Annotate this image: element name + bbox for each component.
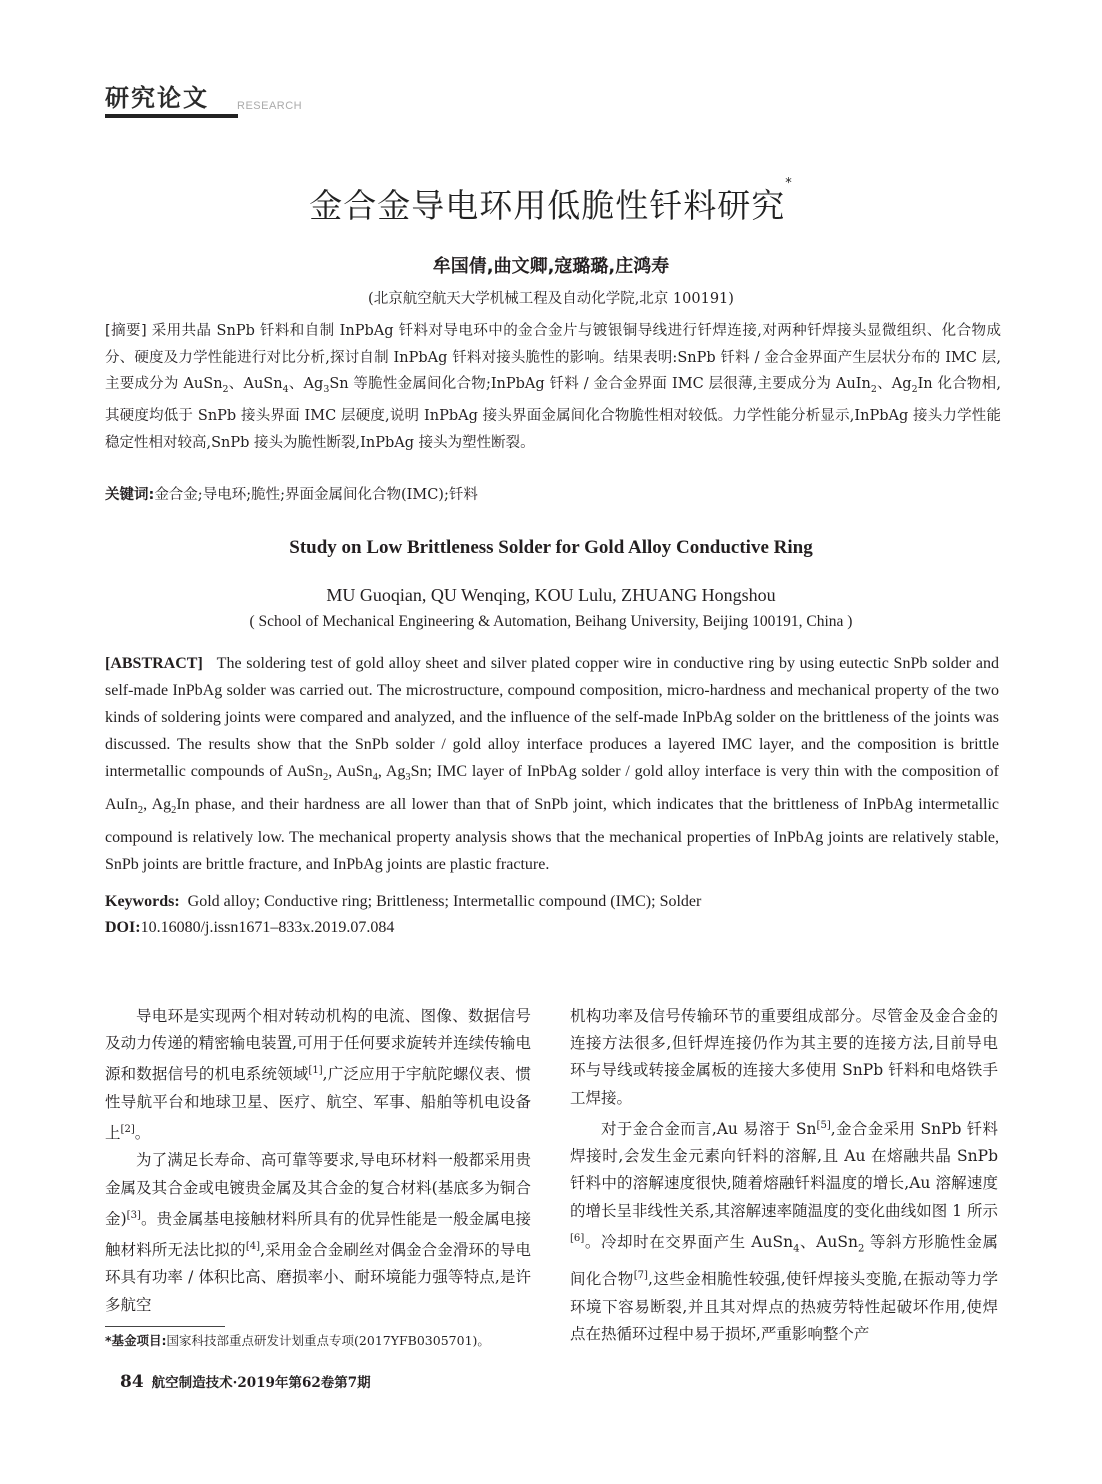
paper-title-en: Study on Low Brittleness Solder for Gold Alloy Conductive Ring bbox=[289, 537, 813, 558]
subscript: 2 bbox=[911, 383, 918, 395]
subscript: 2 bbox=[171, 805, 177, 817]
subscript: 3 bbox=[323, 383, 330, 395]
page-number: 84 bbox=[120, 1372, 144, 1392]
subscript: 2 bbox=[323, 772, 329, 784]
body-text: ,金合金采用 SnPb 钎料焊接时,会发生金元素向钎料的溶解,且 Au 在熔融共晶 SnPb 钎料中的溶解速度很快,随着熔融钎料温度的增长,Au 溶解速度的增长呈非线性关系,其溶解速率随温度的变化曲线如图 1 所示 bbox=[570, 1119, 999, 1220]
body-paragraph bbox=[105, 1147, 531, 1319]
doi-label: DOI: bbox=[105, 919, 141, 936]
abstract-en-text: , Ag bbox=[377, 763, 406, 780]
body-text: 。冷却时在交界面产生 AuSn bbox=[584, 1232, 794, 1251]
abstract-en bbox=[105, 650, 1003, 878]
body-text: ,这些金相脆性较强,使钎焊接头变脆,在振动等力学环境下容易断裂,并且其对焊点的热疲劳特性起破坏作用,使焊点在热循环过程中易于损坏,严重影响整个产 bbox=[570, 1270, 998, 1343]
section-header bbox=[105, 78, 303, 113]
affiliation-cn: (北京航空航天大学机械工程及自动化学院,北京 100191) bbox=[368, 291, 734, 307]
body-text: 、AuSn bbox=[799, 1232, 858, 1251]
body-text: 等斜方形脆性金属间化合物 bbox=[570, 1232, 998, 1289]
citation: [5] bbox=[816, 1119, 831, 1131]
doi bbox=[105, 919, 999, 937]
body-text: 为了满足长寿命、高可靠等要求,导电环材料一般都采用贵金属及其合金或电镀贵金属及其合金的复合材料(基底多为铜合金) bbox=[105, 1151, 531, 1228]
body-column-right bbox=[570, 1003, 998, 1348]
keywords-en-text: Gold alloy; Conductive ring; Brittleness; Intermetallic compound (IMC); Solder bbox=[179, 893, 702, 910]
section-label: 研究论文 bbox=[105, 83, 209, 112]
abstract-cn-label: [摘要] bbox=[105, 323, 147, 339]
journal-info: 航空制造技术·2019年第62卷第7期 bbox=[151, 1375, 371, 1391]
subscript: 2 bbox=[222, 383, 229, 395]
abstract-cn-text: 、Ag bbox=[876, 376, 912, 392]
subscript: 2 bbox=[857, 1243, 865, 1255]
abstract-cn-text: Sn 等脆性金属间化合物;InPbAg 钎料 / 金合金界面 IMC 层很薄,主要成分为 AuIn bbox=[329, 376, 871, 392]
footnote-text: 国家科技部重点研发计划重点专项(2017YFB0305701)。 bbox=[166, 1333, 490, 1348]
keywords-cn bbox=[105, 483, 1001, 504]
body-text: ,广泛应用于宇航陀螺仪表、惯性导航平台和地球卫星、医疗、航空、军事、船舶等机电设备上 bbox=[105, 1065, 531, 1143]
body-paragraph: 机构功率及信号传输环节的重要组成部分。尽管金及金合金的连接方法很多,但钎焊连接仍作为其主要的连接方法,目前导电环与导线或转接金属板的连接大多使用 SnPb 钎料和电烙铁手工焊接。 bbox=[570, 1007, 998, 1107]
abstract-en-text: , AuSn bbox=[328, 763, 373, 780]
body-paragraph bbox=[105, 1003, 531, 1147]
subscript: 2 bbox=[870, 383, 877, 395]
section-label-en: RESEARCH bbox=[237, 100, 303, 112]
citation: [4] bbox=[245, 1241, 261, 1253]
authors-cn: 牟国倩,曲文卿,寇璐璐,庄鸿寿 bbox=[432, 256, 670, 277]
subscript: 4 bbox=[372, 772, 378, 784]
page-footer bbox=[120, 1371, 371, 1392]
affiliation-en: ( School of Mechanical Engineering & Automation, Beihang University, Beijing 100191, China ) bbox=[249, 613, 853, 630]
citation: [7] bbox=[633, 1270, 648, 1282]
paper-title bbox=[0, 176, 1102, 227]
body-column-left bbox=[105, 1003, 531, 1319]
keywords-en-label: Keywords: bbox=[105, 893, 180, 910]
footnote-rule bbox=[105, 1326, 225, 1327]
header-rule bbox=[105, 114, 238, 118]
body-paragraph bbox=[570, 1112, 998, 1348]
citation: [3] bbox=[126, 1209, 141, 1221]
citation: [1] bbox=[308, 1065, 323, 1077]
keywords-en bbox=[105, 893, 999, 911]
subscript: 3 bbox=[405, 772, 411, 784]
subscript: 2 bbox=[137, 805, 144, 817]
body-text: 。贵金属基电接触材料所具有的优异性能是一般金属电接触材料所无法比拟的 bbox=[105, 1209, 531, 1260]
abstract-en-text: In phase, and their hardness are all lower than that of SnPb joint, which indicates that the brittleness of InPbAg intermetallic compound is relatively low. The mechanical property analysis shows that the mechanical properties of InPbAg joints are relatively stable, SnPb joints are brittle fracture, and InPbAg joints are plastic fracture. bbox=[105, 796, 1000, 874]
abstract-en-text: , Ag bbox=[143, 796, 172, 814]
citation: [2] bbox=[120, 1123, 135, 1135]
authors-en: MU Guoqian, QU Wenqing, KOU Lulu, ZHUANG Hongshou bbox=[326, 585, 776, 605]
footnote bbox=[105, 1331, 535, 1349]
abstract-en-text: Sn; IMC layer of InPbAg solder / gold alloy interface is very thin with the composition of AuIn bbox=[105, 763, 1000, 814]
doi-value: 10.16080/j.issn1671–833x.2019.07.084 bbox=[140, 919, 395, 936]
title-footnote-mark: * bbox=[785, 176, 793, 191]
body-text: ,采用金合金刷丝对偶金合金滑环的导电环具有功率 / 体积比高、磨损率小、耐环境能力强等特点,是许多航空 bbox=[105, 1241, 531, 1314]
subscript: 4 bbox=[282, 383, 289, 395]
abstract-cn bbox=[105, 318, 1001, 456]
abstract-cn-text: In 化合物相,其硬度均低于 SnPb 接头界面 IMC 层硬度,说明 InPbAg 接头界面金属间化合物脆性相对较低。力学性能分析显示,InPbAg 接头力学性能稳定性相对较高,SnPb 接头为脆性断裂,InPbAg 接头为塑性断裂。 bbox=[105, 376, 1001, 451]
abstract-cn-text: 、Ag bbox=[288, 376, 324, 392]
footnote-label: *基金项目: bbox=[105, 1333, 167, 1348]
keywords-cn-text: 金合金;导电环;脆性;界面金属间化合物(IMC);钎料 bbox=[154, 487, 478, 503]
body-text: 导电环是实现两个相对转动机构的电流、图像、数据信号及动力传递的精密输电装置,可用于任何要求旋转并连续传输电源和数据信号的机电系统领域 bbox=[105, 1007, 531, 1084]
abstract-cn-text: 、AuSn bbox=[228, 376, 283, 392]
citation: [6] bbox=[570, 1232, 585, 1244]
abstract-cn-text: 采用共晶 SnPb 钎料和自制 InPbAg 钎料对导电环中的金合金片与镀银铜导线进行钎焊连接,对两种钎焊接头显微组织、化合物成分、硬度及力学性能进行对比分析,探讨自制 InPbAg 钎料对接头脆性的影响。结果表明:SnPb 钎料 / 金合金界面产生层状分布的 IMC 层,主要成分为 AuSn bbox=[105, 323, 1001, 392]
body-text: 。 bbox=[134, 1124, 151, 1143]
abstract-en-text: The soldering test of gold alloy sheet and silver plated copper wire in conductive ring by using eutectic SnPb solder and self-made InPbAg solder was carried out. The microstructure, compound composition, micro-hardness and mechanical property of the two kinds of soldering joints were compared and analyzed, and the influence of the self-made InPbAg solder on the brittleness of the joints was discussed. The results show that the SnPb solder / gold alloy interface produces a layered IMC layer, and the composition is brittle intermetallic compounds of AuSn bbox=[105, 655, 1003, 780]
abstract-en-label: [ABSTRACT] bbox=[105, 655, 203, 672]
body-text: 对于金合金而言,Au 易溶于 Sn bbox=[601, 1119, 817, 1138]
title-text: 金合金导电环用低脆性钎料研究 bbox=[309, 186, 786, 225]
subscript: 4 bbox=[793, 1243, 800, 1255]
keywords-cn-label: 关键词: bbox=[105, 487, 155, 503]
